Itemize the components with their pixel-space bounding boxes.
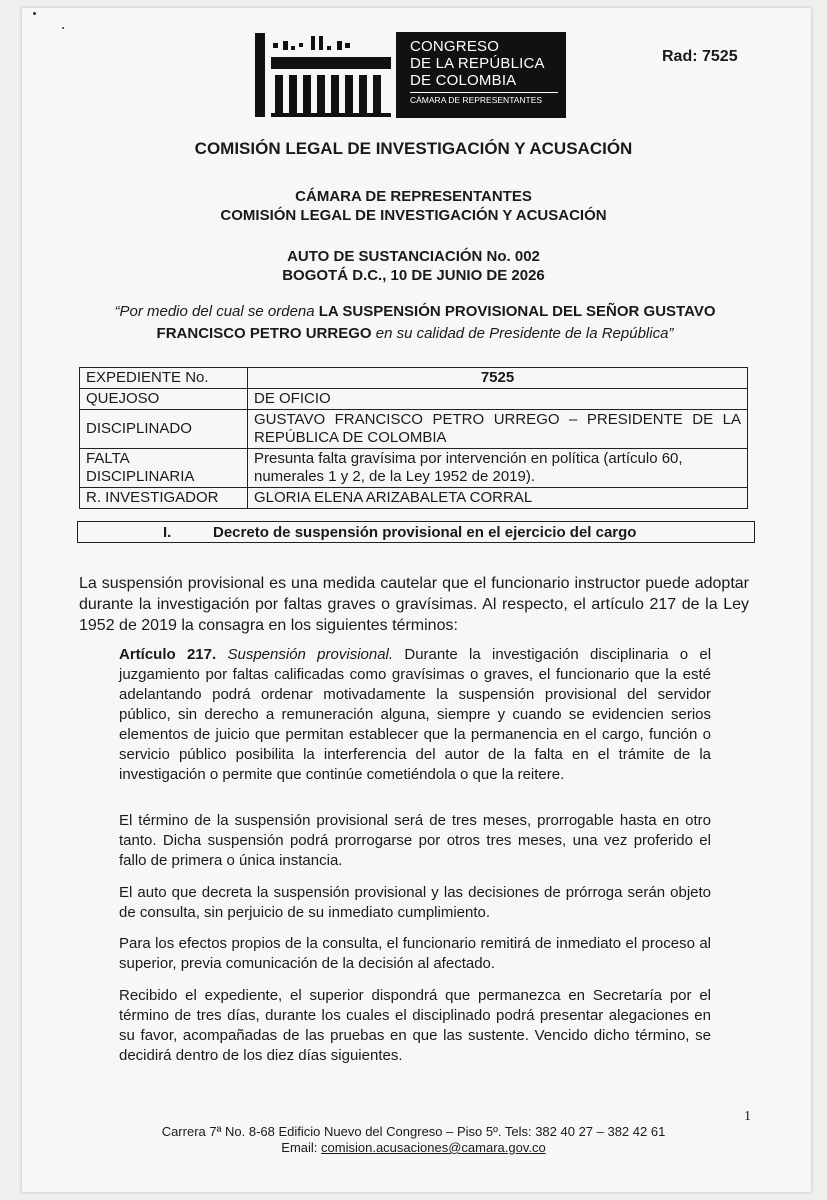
- logo-subline: CÁMARA DE REPRESENTANTES: [410, 92, 558, 106]
- page-number: 1: [744, 1109, 751, 1124]
- scan-speck: [33, 12, 36, 15]
- congress-logo-icon: [255, 33, 391, 117]
- radicado-number: Rad: 7525: [662, 48, 738, 65]
- section-number: I.: [163, 524, 172, 541]
- article-paragraph: El término de la suspensión provisional será de tres meses, prorrogable hasta en otro tanto. Dicha suspensión podrá prorrogarse por otros tres meses, una vez proferido el fallo de primera o única instancia.: [119, 812, 711, 869]
- table-row: [80, 410, 748, 449]
- footer-email-link[interactable]: comision.acusaciones@camara.gov.co: [321, 1140, 546, 1155]
- table-value: GLORIA ELENA ARIZABALETA CORRAL: [248, 488, 748, 509]
- footer-email-line: [0, 1140, 827, 1156]
- table-value: DE OFICIO: [248, 389, 748, 410]
- table-value: Presunta falta gravísima por intervención en política (artículo 60, numerales 1 y 2, de la Ley 1952 de 2019).: [248, 449, 748, 488]
- article-name: Suspensión provisional.: [227, 646, 394, 663]
- article-217-text: [119, 645, 711, 785]
- logo-line: DE LA REPÚBLICA: [410, 55, 545, 72]
- subject-suffix: en su calidad de Presidente de la República”: [371, 325, 674, 342]
- intro-paragraph: La suspensión provisional es una medida cautelar que el funcionario instructor puede adoptar durante la investigación por faltas graves o gravísimas. Al respecto, el artículo 217 de la Ley 1952 de 2019 la consagra en los siguientes términos:: [79, 575, 749, 634]
- table-row: [80, 368, 748, 389]
- article-body: Durante la investigación disciplinaria o el juzgamiento por faltas calificadas como gravísimas o graves, el funcionario que la esté adelantando podrá ordenar motivadamente la suspensión provisional del servidor público, sin derecho a remuneración alguna, siempre y cuando se evidencien serios elementos de juicio que permitan establecer que la permanencia en el cargo, función o servicio público posibilita la interferencia del autor de la falta en el trámite de la investigación o permite que continúe cometiéndola o que la reitere.: [119, 646, 712, 783]
- section-title: Decreto de suspensión provisional en el ejercicio del cargo: [213, 524, 637, 541]
- auto-heading: [0, 247, 827, 285]
- table-row: [80, 488, 748, 509]
- table-label: DISCIPLINADO: [80, 410, 248, 449]
- article-paragraph: Para los efectos propios de la consulta, el funcionario remitirá de inmediato el proceso al superior, previa comunicación de la decisión al afectado.: [119, 935, 711, 972]
- footer-email-label: Email:: [281, 1140, 322, 1155]
- subject-bold: LA SUSPENSIÓN PROVISIONAL DEL SEÑOR GUSTAVO FRANCISCO PETRO URREGO: [156, 303, 716, 342]
- table-value: 7525: [248, 368, 748, 389]
- auto-number: AUTO DE SUSTANCIACIÓN No. 002: [287, 248, 540, 265]
- congress-logo-wordmark: [396, 32, 566, 118]
- heading-commission: COMISIÓN LEGAL DE INVESTIGACIÓN Y ACUSACIÓN: [220, 207, 607, 224]
- article-label: Artículo 217.: [119, 646, 217, 663]
- table-row: [80, 449, 748, 488]
- scan-speck: [62, 27, 64, 29]
- subject-statement: [90, 301, 740, 345]
- place-date: BOGOTÁ D.C., 10 DE JUNIO DE 2026: [282, 267, 545, 284]
- table-label: QUEJOSO: [80, 389, 248, 410]
- table-label: R. INVESTIGADOR: [80, 488, 248, 509]
- subject-prefix: “Por medio del cual se ordena: [114, 303, 319, 320]
- logo-line: CONGRESO: [410, 38, 500, 55]
- case-table: [79, 367, 748, 509]
- article-paragraph: Recibido el expediente, el superior dispondrá que permanezca en Secretaría por el término de tres días, durante los cuales el disciplinado podrá presentar alegaciones en su favor, acompañadas de las pruebas en que las sustente. Vencido dicho término, se decidirá dentro de los diez días siguientes.: [119, 987, 711, 1064]
- article-paragraph: El auto que decreta la suspensión provisional y las decisiones de prórroga serán objeto de consulta, sin perjuicio de su inmediato cumplimiento.: [119, 884, 711, 921]
- table-label: FALTA DISCIPLINARIA: [80, 449, 248, 488]
- table-label: EXPEDIENTE No.: [80, 368, 248, 389]
- document-heading: [0, 187, 827, 225]
- commission-title: COMISIÓN LEGAL DE INVESTIGACIÓN Y ACUSACIÓN: [194, 139, 633, 158]
- heading-chamber: CÁMARA DE REPRESENTANTES: [295, 188, 532, 205]
- logo-line: DE COLOMBIA: [410, 72, 517, 89]
- footer-address: Carrera 7ª No. 8-68 Edificio Nuevo del Congreso – Piso 5º. Tels: 382 40 27 – 382 42 61: [161, 1124, 666, 1139]
- section-heading: [77, 521, 755, 543]
- table-row: [80, 389, 748, 410]
- table-value: GUSTAVO FRANCISCO PETRO URREGO – PRESIDENTE DE LA REPÚBLICA DE COLOMBIA: [248, 410, 748, 449]
